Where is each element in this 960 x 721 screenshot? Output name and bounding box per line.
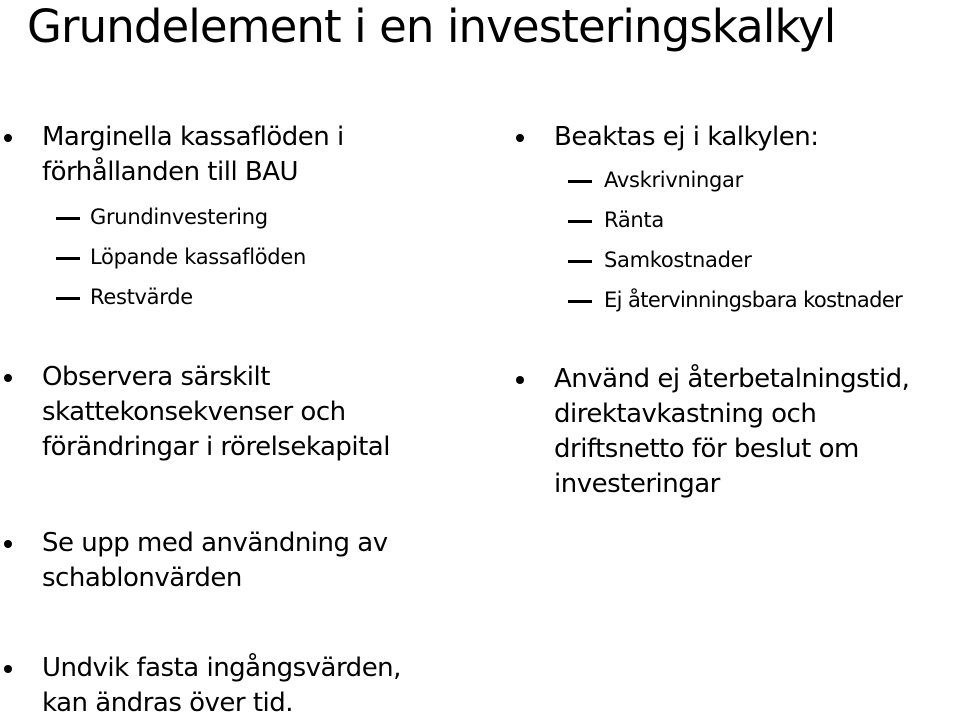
- bullet-line: direktavkastning och: [554, 399, 817, 429]
- bullet-line: skattekonsekvenser och: [42, 397, 346, 427]
- dash-icon: [568, 180, 592, 183]
- dash-icon: [56, 297, 80, 300]
- sub-item: [512, 200, 960, 240]
- sub-item: [512, 240, 960, 280]
- sub-item-label: Avskrivningar: [604, 168, 743, 192]
- bullet-line: investeringar: [554, 469, 720, 499]
- left-bullet-1: [0, 120, 480, 190]
- bullet-dot-icon: [516, 134, 524, 142]
- right-bullet-2: [512, 362, 960, 502]
- dash-icon: [568, 220, 592, 223]
- sub-item-label: Samkostnader: [604, 248, 752, 272]
- bullet-dot-icon: [4, 374, 12, 382]
- bullet-dot-icon: [4, 540, 12, 548]
- dash-icon: [56, 257, 80, 260]
- right-bullet-1: [512, 120, 960, 155]
- sub-item: [512, 280, 960, 320]
- bullet-line: Marginella kassaflöden i: [42, 122, 344, 152]
- dash-icon: [56, 217, 80, 220]
- bullet-line: driftsnetto för beslut om: [554, 434, 859, 464]
- dash-icon: [568, 300, 592, 303]
- sub-item: [0, 197, 480, 237]
- sub-item: [512, 160, 960, 200]
- bullet-line: förhållanden till BAU: [42, 157, 299, 187]
- slide-title: Grundelement i en investeringskalkyl: [27, 0, 836, 53]
- bullet-line: förändringar i rörelsekapital: [42, 432, 390, 462]
- bullet-line: Beaktas ej i kalkylen:: [554, 122, 819, 152]
- sub-item-label: Löpande kassaflöden: [90, 245, 306, 269]
- left-bullet-1-subitems: [0, 197, 480, 317]
- bullet-line: Se upp med användning av: [42, 528, 388, 558]
- left-bullet-3: [0, 526, 480, 596]
- sub-item-label: Grundinvestering: [90, 205, 268, 229]
- bullet-dot-icon: [516, 376, 524, 384]
- bullet-dot-icon: [4, 665, 12, 673]
- bullet-line: schablonvärden: [42, 563, 242, 593]
- right-bullet-1-subitems: [512, 160, 960, 320]
- sub-item: [0, 277, 480, 317]
- sub-item-label: Ränta: [604, 208, 664, 232]
- bullet-line: Använd ej återbetalningstid,: [554, 364, 910, 394]
- sub-item-label: Restvärde: [90, 285, 193, 309]
- bullet-dot-icon: [4, 134, 12, 142]
- left-bullet-2: [0, 360, 480, 465]
- dash-icon: [568, 260, 592, 263]
- sub-item-label: Ej återvinningsbara kostnader: [604, 288, 903, 312]
- left-bullet-4: [0, 651, 520, 721]
- bullet-line: Undvik fasta ingångsvärden,: [42, 653, 401, 683]
- bullet-line: kan ändras över tid.: [42, 688, 294, 718]
- sub-item: [0, 237, 480, 277]
- bullet-line: Observera särskilt: [42, 362, 270, 392]
